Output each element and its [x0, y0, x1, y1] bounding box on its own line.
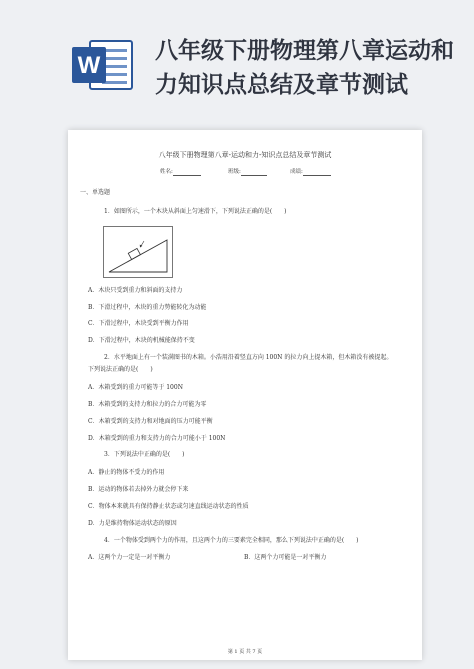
name-label: 姓名:	[160, 169, 173, 175]
incline-figure	[103, 226, 173, 278]
question-3-option-c: C．物体本来就具有保持静止状态或匀速直线运动状态的性质	[88, 503, 249, 510]
question-1-stem: 1．如图所示，一个木块从斜面上匀速滑下，下列说法正确的是( )	[104, 208, 287, 215]
question-3-option-a: A．静止的物体不受力的作用	[88, 469, 165, 476]
question-1-option-d: D．下滑过程中，木块的机械能保持不变	[88, 337, 195, 344]
question-2-option-b: B．木箱受到的支持力和拉力的合力可能为零	[88, 401, 207, 408]
score-blank	[303, 169, 331, 176]
document-page	[68, 130, 422, 660]
question-2-stem: 2．水平地面上有一个装满图书的木箱。小浩用沿着竖直方向 100N 的拉力向上提木箱，但木箱没有被提起。	[104, 354, 393, 361]
question-1-option-c: C．下滑过程中，木块受到平衡力作用	[88, 320, 189, 327]
class-blank	[241, 169, 267, 176]
question-1-option-b: B．下滑过程中，木块的重力势能转化为动能	[88, 304, 207, 311]
question-2-option-d: D．木箱受到的重力和支持力的合力可能小于 100N	[88, 435, 226, 442]
word-logo-letter: W	[77, 52, 101, 79]
question-4-option-a: A．这两个力一定是一对平衡力	[88, 554, 171, 561]
section-heading: 一、单选题	[80, 189, 111, 196]
question-2-option-c: C．木箱受到的支持力和对地面的压力可能平衡	[88, 418, 213, 425]
document-title: 八年级下册物理第八章-运动和力-知识点总结及章节测试	[158, 151, 332, 159]
page-title: 八年级下册物理第八章运动和力知识点总结及章节测试	[155, 37, 454, 98]
name-field	[160, 168, 201, 176]
question-3-option-d: D．力是维持物体运动状态的原因	[88, 520, 177, 527]
question-3-stem: 3．下列说法中正确的是( )	[104, 451, 185, 458]
question-2-stem-cont: 下列说法正确的是( )	[88, 366, 153, 373]
name-blank	[173, 169, 201, 176]
word-icon	[72, 38, 134, 92]
question-4-option-b: B．这两个力可能是一对平衡力	[244, 554, 327, 561]
class-field	[228, 168, 267, 176]
question-1-option-a: A．木块只受到重力和斜面的支持力	[88, 287, 183, 294]
question-4-stem: 4．一个物体受到两个力的作用，且这两个力的三要素完全相同，那么下列说法中正确的是( )	[104, 537, 359, 544]
question-3-option-b: B．运动的物体若去掉外力就会停下来	[88, 486, 189, 493]
header-banner	[0, 0, 474, 122]
class-label: 班级:	[228, 169, 241, 175]
score-label: 成绩:	[290, 169, 303, 175]
page-footer: 第 1 页 共 7 页	[227, 649, 263, 655]
question-2-option-a: A．木箱受到的重力可能等于 100N	[88, 384, 183, 391]
score-field	[290, 168, 331, 176]
